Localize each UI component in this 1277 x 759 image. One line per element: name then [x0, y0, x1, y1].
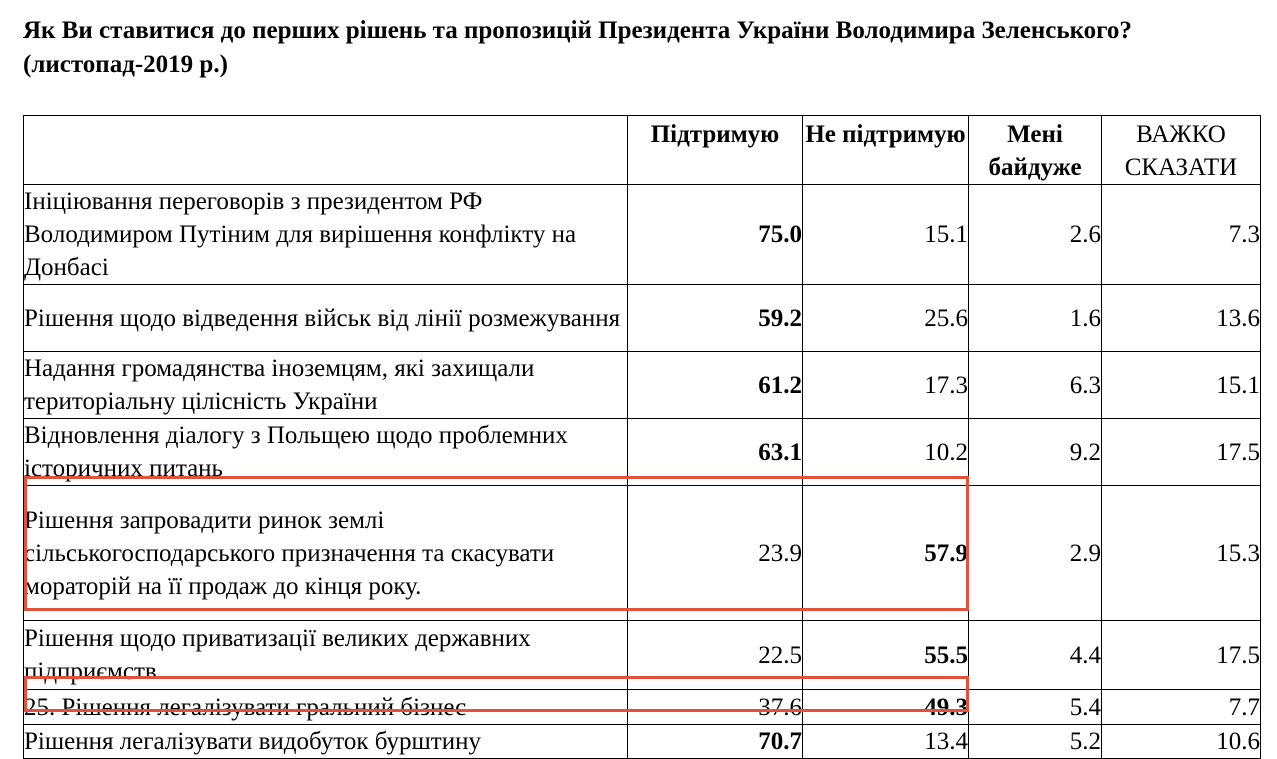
cell-hard-to-say: 17.5: [1102, 621, 1261, 690]
cell-hard-to-say: 13.6: [1102, 285, 1261, 352]
table-row: [24, 486, 1261, 621]
survey-title: Як Ви ставитися до перших рішень та пропозицій Президента України Володимира Зеленського? (листопад-2019 р.): [23, 17, 1132, 78]
cell-support: 63.1: [628, 419, 803, 486]
cell-not-support: 17.3: [803, 352, 969, 419]
cell-not-support: 57.9: [803, 486, 969, 621]
row-label: Рішення щодо відведення військ від лінії розмежування: [24, 285, 628, 352]
cell-not-support: 25.6: [803, 285, 969, 352]
cell-not-support: 13.4: [803, 725, 969, 759]
cell-not-support: 15.1: [803, 185, 969, 285]
table-row: [24, 690, 1261, 725]
header-hard-to-say: ВАЖКО СКАЗАТИ: [1102, 116, 1261, 185]
table-row: [24, 725, 1261, 759]
cell-indifferent: 5.2: [969, 725, 1102, 759]
row-label: Рішення легалізувати видобуток бурштину: [24, 725, 628, 759]
cell-support: 23.9: [628, 486, 803, 621]
cell-support: 59.2: [628, 285, 803, 352]
cell-support: 70.7: [628, 725, 803, 759]
table-row: [24, 419, 1261, 486]
cell-not-support: 55.5: [803, 621, 969, 690]
cell-indifferent: 5.4: [969, 690, 1102, 725]
header-empty: [24, 116, 628, 185]
cell-hard-to-say: 15.3: [1102, 486, 1261, 621]
table-row: [24, 621, 1261, 690]
cell-support: 75.0: [628, 185, 803, 285]
cell-not-support: 10.2: [803, 419, 969, 486]
table-header-row: [24, 116, 1261, 185]
table-row: [24, 285, 1261, 352]
row-label: Рішення запровадити ринок землі сільськогосподарського призначення та скасувати мораторій на її продаж до кінця року.: [24, 486, 628, 621]
cell-hard-to-say: 7.7: [1102, 690, 1261, 725]
table-row: [24, 352, 1261, 419]
cell-indifferent: 2.6: [969, 185, 1102, 285]
cell-hard-to-say: 7.3: [1102, 185, 1261, 285]
row-label: Відновлення діалогу з Польщею щодо проблемних історичних питань: [24, 419, 628, 486]
cell-hard-to-say: 10.6: [1102, 725, 1261, 759]
row-label: Рішення щодо приватизації великих державних підприємств: [24, 621, 628, 690]
cell-indifferent: 9.2: [969, 419, 1102, 486]
cell-indifferent: 6.3: [969, 352, 1102, 419]
cell-hard-to-say: 15.1: [1102, 352, 1261, 419]
cell-support: 37.6: [628, 690, 803, 725]
cell-not-support: 49.3: [803, 690, 969, 725]
cell-indifferent: 1.6: [969, 285, 1102, 352]
table-row: [24, 185, 1261, 285]
cell-support: 22.5: [628, 621, 803, 690]
row-label: Ініціювання переговорів з президентом РФ Володимиром Путіним для вирішення конфлікту на Донбасі: [24, 185, 628, 285]
cell-hard-to-say: 17.5: [1102, 419, 1261, 486]
cell-indifferent: 2.9: [969, 486, 1102, 621]
cell-support: 61.2: [628, 352, 803, 419]
survey-table: [23, 115, 1261, 759]
row-label: 25. Рішення легалізувати гральний бізнес: [24, 690, 628, 725]
header-not-support: Не підтримую: [803, 116, 969, 185]
row-label: Надання громадянства іноземцям, які захищали територіальну цілісність України: [24, 352, 628, 419]
header-indifferent: Мені байдуже: [969, 116, 1102, 185]
cell-indifferent: 4.4: [969, 621, 1102, 690]
header-support: Підтримую: [628, 116, 803, 185]
